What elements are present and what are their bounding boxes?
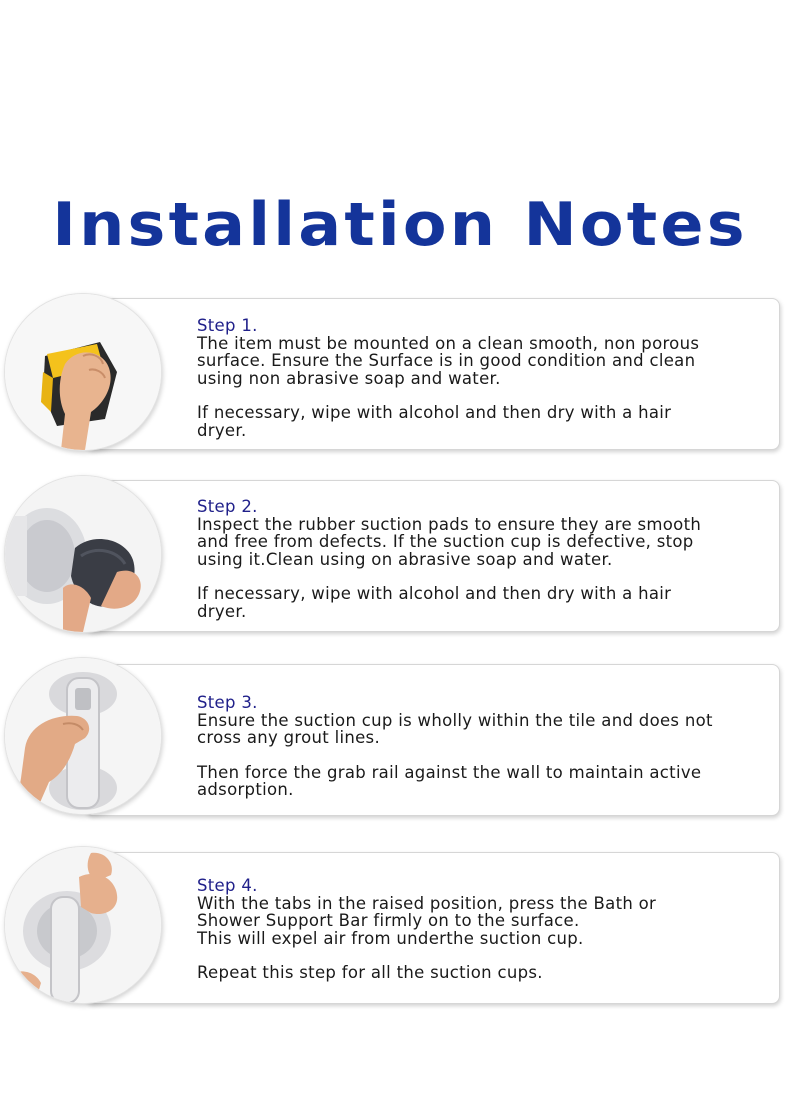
page-title: Installation Notes bbox=[52, 190, 748, 260]
suction-cup-cloth-icon bbox=[5, 476, 161, 632]
step-4-paragraph-2: Repeat this step for all the suction cups. bbox=[197, 963, 543, 982]
step-4-paragraph-1: With the tabs in the raised position, press the Bath or Shower Support Bar firmly on to the surface. This will expel air from underthe suction cup. bbox=[197, 893, 657, 948]
step-3-label: Step 3. bbox=[197, 693, 258, 712]
step-1-paragraph-1: The item must be mounted on a clean smooth, non porous surface. Ensure the Surface is in good condition and clean using non abrasive soap and water. bbox=[197, 333, 700, 388]
step-3-paragraph-2: Then force the grab rail against the wall to maintain active adsorption. bbox=[197, 762, 702, 799]
step-3-photo bbox=[4, 657, 162, 815]
suction-tab-hand-icon bbox=[5, 847, 161, 1003]
step-2-text bbox=[197, 498, 787, 620]
step-3-text bbox=[197, 694, 787, 799]
step-1-text bbox=[197, 317, 787, 439]
step-2-paragraph-2: If necessary, wipe with alcohol and then dry with a hair dryer. bbox=[197, 584, 672, 621]
step-2-paragraph-1: Inspect the rubber suction pads to ensure they are smooth and free from defects. If the suction cup is defective, stop using it.Clean using on abrasive soap and water. bbox=[197, 514, 702, 569]
step-4-photo bbox=[4, 846, 162, 1004]
step-2-photo bbox=[4, 475, 162, 633]
sponge-hand-icon bbox=[5, 294, 161, 450]
step-1-photo bbox=[4, 293, 162, 451]
step-4-label: Step 4. bbox=[197, 876, 258, 895]
step-2-label: Step 2. bbox=[197, 497, 258, 516]
step-4-text bbox=[197, 877, 787, 982]
step-3-paragraph-1: Ensure the suction cup is wholly within the tile and does not cross any grout lines. bbox=[197, 710, 713, 747]
grab-bar-hand-icon bbox=[5, 658, 161, 814]
step-1-paragraph-2: If necessary, wipe with alcohol and then dry with a hair dryer. bbox=[197, 403, 672, 440]
step-1-label: Step 1. bbox=[197, 316, 258, 335]
